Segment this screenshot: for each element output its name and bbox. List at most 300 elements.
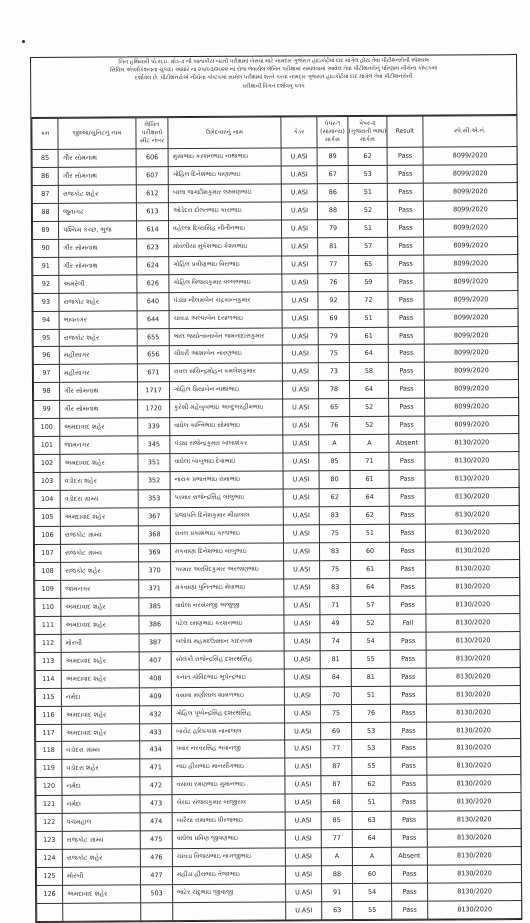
cell-category: U.ASI (283, 489, 319, 507)
cell-paper1: 67 (317, 166, 348, 184)
cell-ref: 8130/2020 (425, 452, 519, 471)
cell-paper1: 84 (320, 668, 351, 686)
cell-ref: 8130/2020 (426, 703, 520, 722)
cell-seat: 624 (137, 256, 169, 274)
cell-category: U.ASI (284, 615, 320, 633)
intro-line: પરીક્ષાની વિગત દર્શાવતુ પત્રક (242, 82, 305, 90)
cell-no: 119 (36, 760, 62, 778)
cell-seat: 1717 (137, 382, 169, 400)
cell-district: નર્મદા (62, 777, 140, 795)
cell-result: Pass (389, 542, 425, 560)
cell-result: Pass (387, 147, 423, 165)
cell-name: ચૌધરી આશાબેન નારણભાઇ (169, 345, 282, 364)
cell-no: 99 (34, 401, 60, 419)
cell-district: રાજકોટ શહેર (58, 185, 136, 203)
cell-seat: 656 (137, 346, 169, 364)
cell-category: U.ASI (286, 884, 322, 902)
cell-category: U.ASI (282, 363, 318, 381)
cell-paper2: 51 (349, 309, 388, 327)
cell-name: પંડ્યા નીલમબેન ચંદ્રકાન્તકુમાર (169, 292, 282, 311)
cell-paper1: 77 (321, 830, 352, 848)
cell-paper1: 79 (317, 219, 348, 237)
cell-name: બલોચ મહમદઉસ્માન કાદરબક્ષ (171, 633, 284, 652)
cell-result: Pass (388, 309, 424, 327)
cell-ref: 8099/2020 (423, 218, 517, 237)
cell-no: 86 (32, 167, 58, 185)
cell-name: ગોહિલ વિજયકુમાર વલ્લભભાઇ (169, 274, 282, 293)
cell-no (37, 903, 63, 921)
cell-name: વસાવા રમણભાઇ ગુમાનભાઇ (172, 776, 285, 795)
cell-category: U.ASI (285, 740, 321, 758)
cell-result: Fail (390, 614, 426, 632)
cell-seat: 339 (138, 418, 170, 436)
cell-paper1: 73 (318, 363, 349, 381)
cell-paper1: 65 (319, 399, 350, 417)
cell-seat: 432 (139, 705, 171, 723)
cell-paper1: A (319, 435, 350, 453)
cell-ref: 8130/2020 (425, 434, 519, 453)
cell-paper2: 71 (350, 453, 389, 471)
cell-name: પંડ્યા રાજેન્દ્રકુમાર બાલાશંકર (170, 435, 283, 454)
cell-category: U.ASI (285, 794, 321, 812)
cell-no: 112 (35, 634, 61, 652)
cell-district (63, 903, 141, 921)
cell-no: 92 (33, 275, 59, 293)
cell-ref: 8099/2020 (424, 362, 518, 381)
cell-name: બેરાઇ સંજયકુમાર બાજીરાવ (172, 794, 285, 813)
cell-paper2: 52 (351, 614, 390, 632)
cell-ref: 8130/2020 (426, 577, 520, 596)
cell-district: અમદાવાદ શહેર (60, 454, 138, 472)
cell-result: Absent (391, 847, 427, 865)
cell-name: પવાર નરવરસિંહ ભવાનજી (172, 740, 285, 759)
cell-paper1: 83 (319, 543, 350, 561)
cell-seat: 369 (138, 544, 170, 562)
cell-category: U.ASI (285, 812, 321, 830)
cell-seat: 503 (141, 885, 173, 903)
cell-district: ગીર સોમનાથ (59, 257, 137, 275)
cell-district: નર્મદા (61, 687, 139, 705)
cell-paper1: 69 (321, 722, 352, 740)
cell-no: 100 (34, 419, 60, 437)
header-district: જીલ્લા/યુનિટનું નામ (58, 118, 136, 149)
cell-paper1: 78 (318, 381, 349, 399)
cell-name: ગોહિલ પ્રિયાબેન નાથાભાઇ (169, 381, 282, 400)
cell-seat: 473 (140, 795, 172, 813)
cell-district: અમદાવાદ શહેર (61, 598, 139, 616)
cell-paper2: 62 (348, 147, 387, 165)
cell-no: 108 (35, 562, 61, 580)
cell-no: 101 (34, 437, 60, 455)
cell-name: કુરેશી મહેબુબભાઇ અબ્દુલરહીમભાઇ (170, 399, 283, 418)
cell-name: મુસાભાઇ કરશનભાઇ નાથાભાઇ (168, 148, 281, 167)
cell-paper2: 62 (350, 506, 389, 524)
cell-no: 110 (35, 598, 61, 616)
cell-seat: 370 (139, 562, 171, 580)
cell-paper1: 79 (318, 327, 349, 345)
cell-paper2: 76 (351, 704, 390, 722)
cell-district: વડોદરા ગ્રામ્ય (62, 741, 140, 759)
cell-category: U.ASI (285, 866, 321, 884)
cell-paper2: 53 (352, 740, 391, 758)
cell-district: અમદાવાદ શહેર (61, 652, 139, 670)
cell-seat: 475 (140, 831, 172, 849)
cell-no: 113 (35, 652, 61, 670)
cell-district: રાજકોટ ગ્રામ્ય (60, 526, 138, 544)
cell-paper2: 53 (352, 722, 391, 740)
cell-ref: 8099/2020 (423, 147, 517, 166)
cell-paper2: 54 (351, 632, 390, 650)
cell-result: Pass (389, 524, 425, 542)
intro-line: બિન હથિયારી પો.સ.ઇ. મોડ-૩ ની ખાતાકીય બઢતી પરીક્ષામાં બેસવા માટે નામદાર ગુજરાત હાઇકોર્ટમાં દાદ માંગેલ હોય તેવા પીટીશનરોની સ્પેશ્યલ (118, 57, 429, 66)
cell-name: ચાવડા વિજયભાઇ નાગજીભાઇ (172, 848, 285, 867)
header-seat: લેખિત પરીક્ષાનો સીટ નંબર (136, 118, 168, 149)
cell-paper2: 51 (351, 686, 390, 704)
cell-ref: 8130/2020 (427, 739, 521, 758)
cell-result: Pass (390, 578, 426, 596)
cell-paper1: 74 (320, 632, 351, 650)
cell-result: Pass (391, 740, 427, 758)
cell-paper2: 64 (349, 345, 388, 363)
cell-category: U.ASI (284, 632, 320, 650)
header-paper1: પેપર-૧ (સામાન્ય) માર્કસ (317, 117, 348, 148)
cell-result: Pass (390, 632, 426, 650)
cell-ref: 8130/2020 (427, 775, 521, 794)
cell-result: Pass (389, 470, 425, 488)
cell-ref: 8130/2020 (427, 811, 521, 830)
cell-paper2: 59 (349, 273, 388, 291)
cell-paper1: 76 (318, 273, 349, 291)
cell-result: Pass (388, 380, 424, 398)
cell-seat: 474 (140, 813, 172, 831)
cell-district: જુનાગઢ (58, 203, 136, 221)
cell-paper1: 77 (321, 740, 352, 758)
cell-paper1: 80 (319, 471, 350, 489)
cell-no: 125 (36, 867, 62, 885)
cell-category: U.ASI (281, 184, 317, 202)
cell-paper2: 51 (352, 794, 391, 812)
cell-paper1: 75 (319, 525, 350, 543)
header-row (32, 116, 517, 150)
cell-paper1: 68 (321, 794, 352, 812)
cell-no: 121 (36, 796, 62, 814)
cell-paper1: 86 (317, 183, 348, 201)
cell-name (173, 902, 286, 921)
cell-no: 116 (35, 706, 61, 724)
cell-ref: 8130/2020 (427, 847, 521, 866)
header-no: ક્રમ (32, 118, 58, 149)
cell-district: ભાવનગર (59, 310, 137, 328)
cell-district: ગીર સોમનાથ (59, 382, 137, 400)
cell-paper1: 89 (317, 148, 348, 166)
cell-paper1: 87 (321, 758, 352, 776)
cell-result: Pass (388, 363, 424, 381)
cell-name: પરમાર અરવિંદકુમાર અરજણભાઇ (171, 561, 284, 580)
cell-district: જામનગર (61, 580, 139, 598)
cell-result: Pass (390, 596, 426, 614)
cell-result: Pass (391, 757, 427, 775)
cell-result: Pass (389, 398, 425, 416)
cell-paper2: 52 (350, 399, 389, 417)
cell-ref: 8130/2020 (427, 865, 521, 884)
cell-category: U.ASI (285, 722, 321, 740)
cell-result: Pass (388, 345, 424, 363)
cell-district: ગીર સોમનાથ (60, 400, 138, 418)
cell-result: Pass (392, 901, 428, 919)
cell-paper2: 64 (351, 578, 390, 596)
cell-district: મહીસાગર (59, 364, 137, 382)
cell-ref: 8130/2020 (426, 595, 520, 614)
cell-paper1: 69 (318, 309, 349, 327)
cell-no: 91 (33, 257, 59, 275)
cell-seat: 367 (138, 508, 170, 526)
cell-no: 102 (34, 455, 60, 473)
cell-result: Pass (387, 165, 423, 183)
cell-result: Pass (389, 416, 425, 434)
cell-district: રાજકોટ શહેર (62, 849, 140, 867)
cell-district: નર્મદા (62, 795, 140, 813)
header-paper2: પેપર-૨ (ગુજરાતી ભાષા) માર્કસ (348, 116, 387, 147)
cell-no: 98 (33, 383, 59, 401)
cell-category: U.ASI (282, 291, 318, 309)
cell-category: U.ASI (284, 597, 320, 615)
cell-paper2: 61 (349, 327, 388, 345)
cell-paper1: 85 (319, 453, 350, 471)
cell-seat: 351 (138, 454, 170, 472)
cell-name: ભાલ જયોત્સનાબેન જમનાદાસકુમાર (169, 327, 282, 346)
cell-seat: 409 (139, 687, 171, 705)
cell-paper2: 60 (350, 542, 389, 560)
cell-seat: 671 (137, 364, 169, 382)
cell-category: U.ASI (281, 202, 317, 220)
cell-paper2: A (352, 847, 391, 865)
cell-result: Pass (390, 560, 426, 578)
cell-name: ભાટેર ચંદુભાઇ જીવાજી (173, 884, 286, 903)
cell-category: U.ASI (285, 848, 321, 866)
cell-district: અમરેલી (59, 275, 137, 293)
cell-no: 87 (32, 185, 58, 203)
cell-ref: 8130/2020 (425, 488, 519, 507)
cell-district: ગીર સોમનાથ (59, 239, 137, 257)
table-row (37, 901, 522, 922)
cell-seat: 408 (139, 669, 171, 687)
cell-paper2: 51 (348, 183, 387, 201)
cell-no: 103 (34, 472, 60, 490)
intro-line: દર્શાવેલ છે. પીટીશનરોએ નીચેના કોષ્ટકમાં સામેલ પરીક્ષામાં શરતે કરવા નામદાર ગુજરાત હાઇકોર્ટમાં દાદ માંગેલ તેવા પીટીશનરોની (134, 74, 413, 82)
cell-seat: 476 (140, 849, 172, 867)
cell-seat: 433 (140, 723, 172, 741)
cell-seat: 472 (140, 777, 172, 795)
cell-category: U.ASI (282, 255, 318, 273)
cell-paper1: A (321, 848, 352, 866)
cell-name: મકવાણા પુનિતભાઇ મેઘાભાઇ (171, 579, 284, 598)
cell-paper1: 88 (317, 201, 348, 219)
cell-district: અમદાવાદ શહેર (60, 418, 138, 436)
cell-paper1: 71 (320, 596, 351, 614)
cell-result: Pass (390, 686, 426, 704)
cell-name: વાઘેલા બાબુભાઇ દેવાભાઇ (170, 453, 283, 472)
cell-seat: 353 (138, 490, 170, 508)
cell-district: મહીસાગર (59, 346, 137, 364)
cell-paper2: 60 (352, 865, 391, 883)
cell-seat: 434 (140, 741, 172, 759)
cell-result: Pass (391, 811, 427, 829)
cell-district: અમદાવાદ શહેર (63, 885, 141, 903)
cell-paper2: 61 (351, 560, 390, 578)
cell-seat: 371 (139, 580, 171, 598)
cell-paper1: 83 (319, 507, 350, 525)
cell-no: 114 (35, 670, 61, 688)
cell-seat: 1720 (138, 400, 170, 418)
cell-category: U.ASI (283, 453, 319, 471)
cell-paper1: 88 (321, 866, 352, 884)
table-body (32, 147, 522, 922)
cell-paper1: 62 (319, 489, 350, 507)
cell-no: 115 (35, 688, 61, 706)
cell-district: પંચમહાલ (62, 813, 140, 831)
cell-paper2: 51 (348, 219, 387, 237)
cell-no: 111 (35, 616, 61, 634)
cell-seat: 345 (138, 436, 170, 454)
cell-category: U.ASI (283, 543, 319, 561)
cell-result: Pass (387, 219, 423, 237)
cell-category: U.ASI (283, 435, 319, 453)
cell-district: અમદાવાદ શહેર (62, 723, 140, 741)
cell-paper2: 55 (351, 650, 390, 668)
cell-result: Pass (388, 327, 424, 345)
cell-seat (141, 903, 173, 921)
cell-category: U.ASI (283, 525, 319, 543)
cell-seat: 607 (136, 167, 168, 185)
cell-result: Pass (390, 704, 426, 722)
cell-seat: 640 (137, 292, 169, 310)
cell-name: વસાવા મણીલાલ શામળભાઇ (171, 687, 284, 706)
cell-no: 89 (33, 221, 59, 239)
cell-no: 96 (33, 347, 59, 365)
cell-category: U.ASI (282, 273, 318, 291)
cell-paper1: 70 (320, 686, 351, 704)
cell-paper2: 57 (351, 596, 390, 614)
cell-ref: 8099/2020 (424, 344, 518, 363)
cell-ref: 8099/2020 (425, 416, 519, 435)
cell-category: U.ASI (281, 166, 317, 184)
cell-no: 104 (34, 490, 60, 508)
cell-name: ગોહિલ પુષ્પેન્દ્રસિંહ દશરથસિંહ (171, 705, 284, 724)
cell-result: Pass (391, 722, 427, 740)
cell-result: Pass (388, 255, 424, 273)
cell-paper2: 72 (349, 291, 388, 309)
cell-no: 122 (36, 814, 62, 832)
cell-name: પટેલ રમણભાઇ કરશનભાઇ (171, 615, 284, 634)
cell-paper2: 65 (349, 255, 388, 273)
cell-seat: 623 (137, 238, 169, 256)
cell-district: રાજકોટ ગ્રામ્ય (62, 831, 140, 849)
cell-seat: 471 (140, 759, 172, 777)
header-ref: સ્પે.સી.એ.નં. (423, 116, 517, 148)
cell-category: U.ASI (285, 830, 321, 848)
cell-paper1: 81 (320, 650, 351, 668)
cell-result: Pass (389, 452, 425, 470)
cell-ref: 8099/2020 (424, 254, 518, 273)
cell-result: Pass (390, 650, 426, 668)
cell-ref: 8099/2020 (423, 164, 517, 183)
intro-line: સિવિલ એપ્લીકેશનના ચુકાદા આધારે ના ૨૫/૦૩/૨૦૨૨ ના રોજ લેવાયેલ લેખિત પરીક્ષામાં સમાવવામાં આવેલ તેવા પીટીશનરોનું પરિણામ નીચેના કોષ્ટકમાં (109, 65, 438, 74)
cell-paper2: 64 (350, 488, 389, 506)
cell-no: 94 (33, 311, 59, 329)
cell-seat: 407 (139, 651, 171, 669)
cell-name: મોવલીયા મુકેશભાઇ કેશવભાઇ (169, 238, 282, 257)
cell-paper1: 49 (320, 614, 351, 632)
cell-no: 124 (36, 849, 62, 867)
cell-result: Pass (391, 793, 427, 811)
cell-result: Pass (387, 201, 423, 219)
cell-category: U.ASI (282, 381, 318, 399)
cell-result: Pass (389, 488, 425, 506)
cell-category: U.ASI (284, 668, 320, 686)
cell-paper2: A (350, 435, 389, 453)
cell-paper2: 62 (352, 776, 391, 794)
cell-ref: 8130/2020 (426, 685, 520, 704)
cell-category: U.ASI (281, 148, 317, 166)
cell-name: રાવલ પ્રકાશભાઇ કાળાભાઇ (170, 525, 283, 544)
cell-district: વડોદરા શહેર (62, 759, 140, 777)
cell-seat: 613 (136, 203, 168, 221)
cell-paper1: 75 (320, 560, 351, 578)
cell-district: અમદાવાદ શહેર (61, 616, 139, 634)
header-category: કેડર (281, 117, 317, 148)
cell-ref: 8099/2020 (423, 182, 517, 201)
cell-ref: 8130/2020 (426, 559, 520, 578)
cell-name: મકવાણા દિનેશભાઇ બાબુભાઇ (170, 543, 283, 562)
cell-category: U.ASI (284, 650, 320, 668)
cell-district: વડોદરા શહેર (60, 472, 138, 490)
cell-ref: 8099/2020 (424, 326, 518, 345)
cell-category: U.ASI (282, 309, 318, 327)
cell-seat: 385 (139, 597, 171, 615)
cell-result: Pass (390, 668, 426, 686)
stray-dot (22, 40, 25, 43)
cell-seat: 387 (139, 633, 171, 651)
cell-no: 106 (34, 526, 60, 544)
cell-no: 95 (33, 329, 59, 347)
cell-category: U.ASI (285, 776, 321, 794)
cell-name: ઓડેદરા દોલતભાઇ કારાભાઇ (168, 202, 281, 221)
cell-name: ગોહિલ પ્રવીણભાઇ વિરાભાઇ (169, 256, 282, 275)
cell-seat: 386 (139, 615, 171, 633)
cell-district: મોરબી (62, 867, 140, 885)
cell-no: 85 (32, 149, 58, 167)
cell-seat: 644 (137, 310, 169, 328)
cell-ref: 8099/2020 (425, 398, 519, 417)
cell-no: 126 (37, 885, 63, 903)
cell-result: Absent (389, 434, 425, 452)
cell-no: 90 (33, 239, 59, 257)
cell-name: ગોહિલ દિનેશભાઇ ધાણાભાઇ (168, 166, 281, 185)
cell-category: U.ASI (283, 417, 319, 435)
cell-category: U.ASI (281, 220, 317, 238)
cell-no: 120 (36, 778, 62, 796)
cell-paper2: 53 (348, 165, 387, 183)
cell-district: જામનગર (60, 436, 138, 454)
cell-category: U.ASI (283, 471, 319, 489)
cell-ref: 8099/2020 (424, 236, 518, 255)
cell-result: Pass (391, 865, 427, 883)
header-name: ઉમેદવારનું નામ (168, 117, 281, 149)
cell-paper1: 63 (322, 902, 353, 920)
cell-category: U.ASI (284, 704, 320, 722)
cell-name: વહેલ્લા દિવ્યસિંહ નીતીનભાઇ (169, 220, 282, 239)
cell-seat: 368 (138, 526, 170, 544)
